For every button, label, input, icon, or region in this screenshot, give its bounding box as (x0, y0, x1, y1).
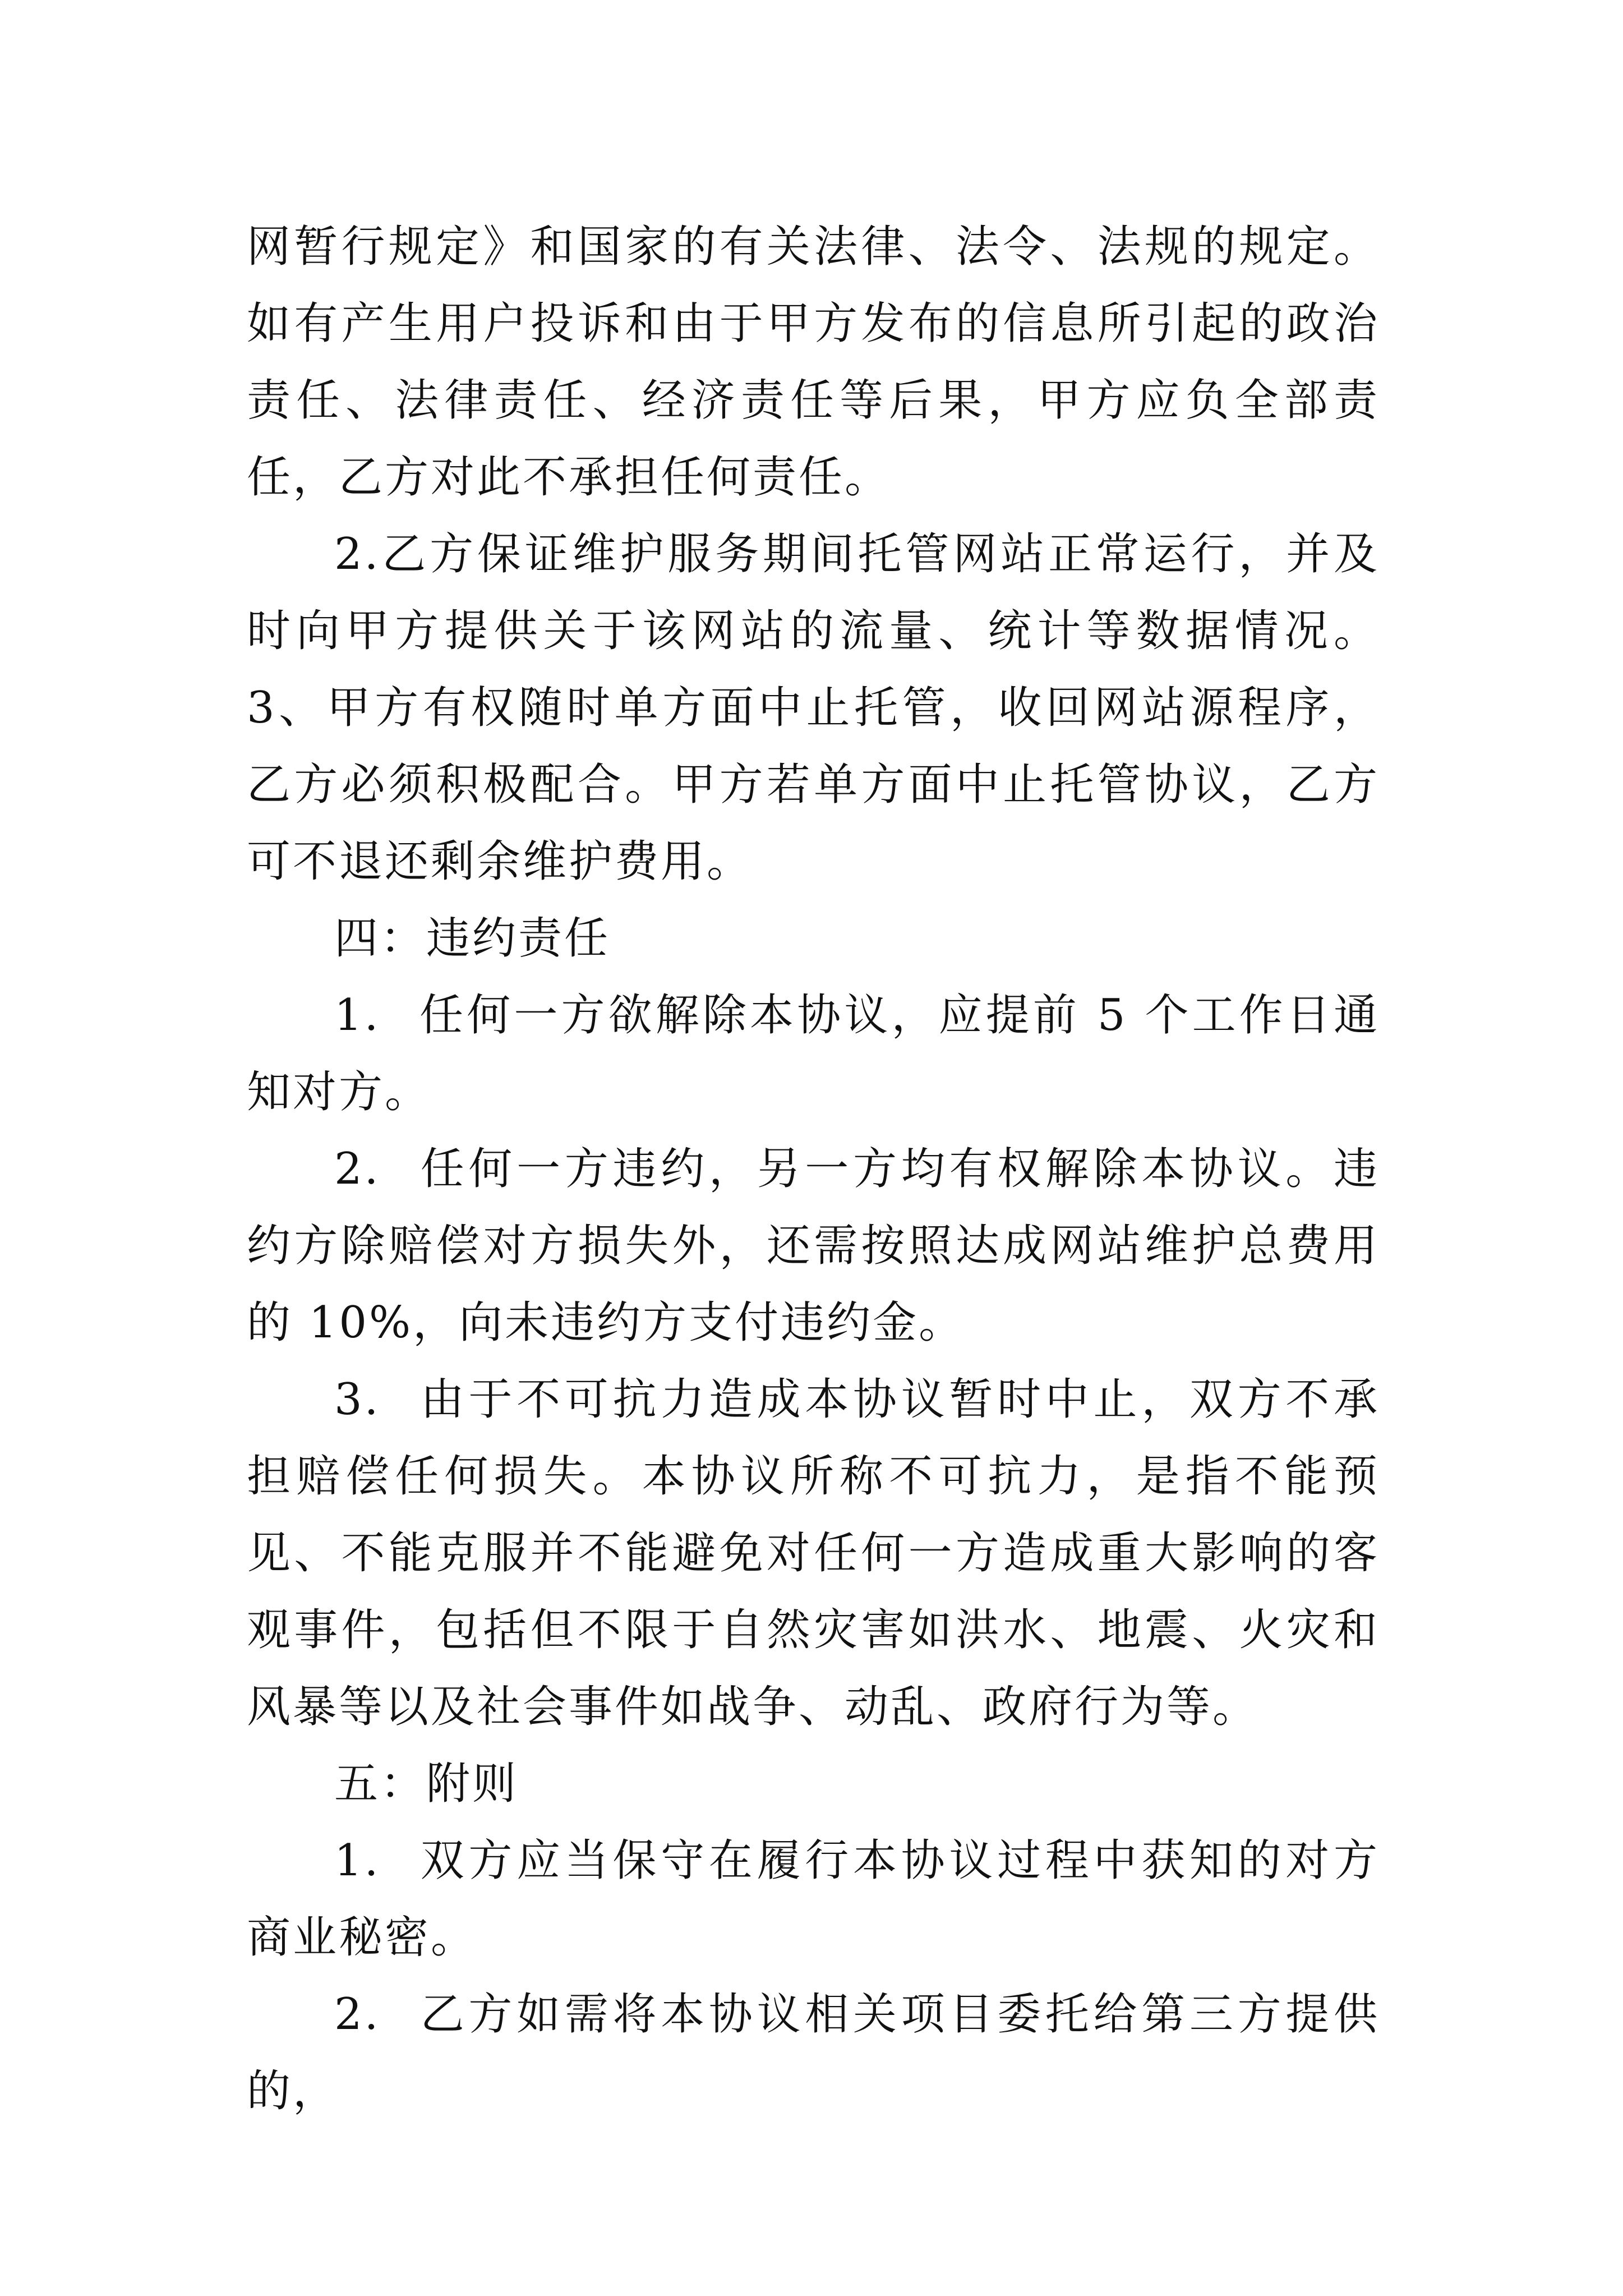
clause-number: 3. (334, 1374, 381, 1425)
clause-text: 任何一方欲解除本协议，应提前 5 个工作日通知对方。 (247, 990, 1380, 1117)
clause-breach-2 (247, 1131, 1380, 1361)
clause-number: 2. (334, 1144, 381, 1194)
paragraph-text: 网暂行规定》和国家的有关法律、法令、法规的规定。如有产生用户投诉和由于甲方发布的信息所引起的政治责任、法律责任、经济责任等后果，甲方应负全部责任，乙方对此不承担任何责任。 (247, 222, 1380, 503)
clause-text: 乙方如需将本协议相关项目委托给第三方提供的， (247, 1989, 1380, 2116)
document-body (247, 209, 1380, 2130)
paragraph-text: 2.乙方保证维护服务期间托管网站正常运行，并及时向甲方提供关于该网站的流量、统计等数据情况。 3、甲方有权随时单方面中止托管，收回网站源程序，乙方必须积极配合。甲方若单方面中止托管协议，乙方可不退还剩余维护费用。 (247, 529, 1380, 887)
paragraph-maintenance-and-termination (247, 516, 1380, 900)
section-heading-text: 五：附则 (334, 1759, 519, 1809)
paragraph-liability-continued (247, 209, 1380, 516)
clause-text: 任何一方违约，另一方均有权解除本协议。违约方除赔偿对方损失外，还需按照达成网站维护总费用的 10%，向未违约方支付违约金。 (247, 1144, 1380, 1348)
section-heading-supplementary (247, 1746, 1380, 1823)
clause-number: 2. (334, 1989, 381, 2040)
clause-text: 由于不可抗力造成本协议暂时中止，双方不承担赔偿任何损失。本协议所称不可抗力，是指不能预见、不能克服并不能避免对任何一方造成重大影响的客观事件，包括但不限于自然灾害如洪水、地震、火灾和风暴等以及社会事件如战争、动乱、政府行为等。 (247, 1374, 1380, 1732)
clause-supplementary-2 (247, 1976, 1380, 2130)
section-heading-text: 四：违约责任 (334, 913, 611, 964)
clause-number: 1. (334, 1835, 381, 1886)
clause-breach-1 (247, 977, 1380, 1131)
clause-text: 双方应当保守在履行本协议过程中获知的对方商业秘密。 (247, 1835, 1380, 1963)
section-heading-breach (247, 900, 1380, 977)
clause-breach-3 (247, 1361, 1380, 1746)
clause-supplementary-1 (247, 1823, 1380, 1976)
clause-number: 1. (334, 990, 381, 1041)
